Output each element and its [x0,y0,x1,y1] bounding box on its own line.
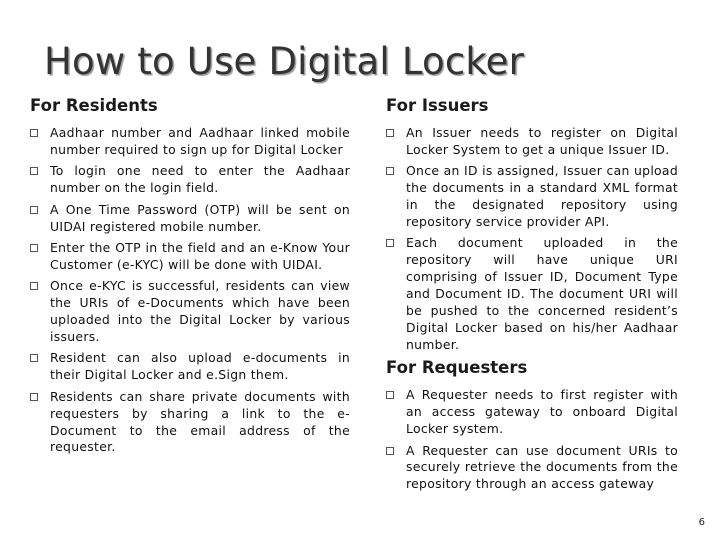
checkbox-bullet-icon [30,244,38,252]
list-item [30,389,350,457]
list-item-text: To login one need to enter the Aadhaar number on the login field. [50,163,350,196]
list-item-text: Resident can also upload e-documents in their Digital Locker and e.Sign them. [50,350,350,383]
list-item [386,163,678,231]
list-item-text: Residents can share private documents with requesters by sharing a link to the e-Document to the email address of the requester. [50,388,350,455]
list-item-text: Each document uploaded in the repository will have unique URI comprising of Issuer ID, Document Type and Document ID. The document URI will be pushed to the concerned resident’s Digital Locker based on his/her Aadhaar number. [406,235,678,352]
residents-list [30,125,350,456]
requesters-heading: For Requesters [386,358,528,378]
page-number: 6 [698,517,705,528]
issuers-list [386,125,678,354]
list-item-text: A One Time Password (OTP) will be sent on UIDAI registered mobile number. [50,201,350,234]
list-item-text: Once an ID is assigned, Issuer can upload the documents in a standard XML format in the designated repository using repository service provider API. [406,163,678,230]
checkbox-bullet-icon [30,282,38,290]
list-item [30,202,350,236]
list-item [30,240,350,274]
requesters-list [386,387,678,493]
checkbox-bullet-icon [30,393,38,401]
slide-title: How to Use Digital Locker [44,40,525,83]
list-item-text: A Requester needs to first register with an access gateway to onboard Digital Locker system. [406,387,678,437]
residents-column [30,96,350,461]
list-item [386,235,678,353]
list-item-text: Once e-KYC is successful, residents can view the URIs of e-Documents which have been uploaded into the Digital Locker by various issuers. [50,278,350,344]
list-item [30,163,350,197]
checkbox-bullet-icon [386,239,394,247]
residents-heading: For Residents [30,96,158,115]
list-item [30,350,350,384]
checkbox-bullet-icon [386,447,394,455]
list-item [30,125,350,159]
list-item [386,387,678,438]
checkbox-bullet-icon [386,129,394,137]
list-item-text: Aadhaar number and Aadhaar linked mobile number required to sign up for Digital Locker [50,125,350,157]
checkbox-bullet-icon [30,167,38,175]
list-item-text: Enter the OTP in the field and an e-Know Your Customer (e-KYC) will be done with UIDAI. [50,239,350,272]
list-item [30,278,350,346]
list-item [386,443,678,494]
list-item-text: A Requester can use document URIs to securely retrieve the documents from the repository through an access gateway [406,442,678,492]
list-item-text: An Issuer needs to register on Digital Locker System to get a unique Issuer ID. [406,125,678,157]
issuers-heading: For Issuers [386,96,489,115]
checkbox-bullet-icon [386,391,394,399]
list-item [386,125,678,159]
checkbox-bullet-icon [30,354,38,362]
checkbox-bullet-icon [386,167,394,175]
checkbox-bullet-icon [30,129,38,137]
checkbox-bullet-icon [30,206,38,214]
issuers-requesters-column [386,96,678,498]
